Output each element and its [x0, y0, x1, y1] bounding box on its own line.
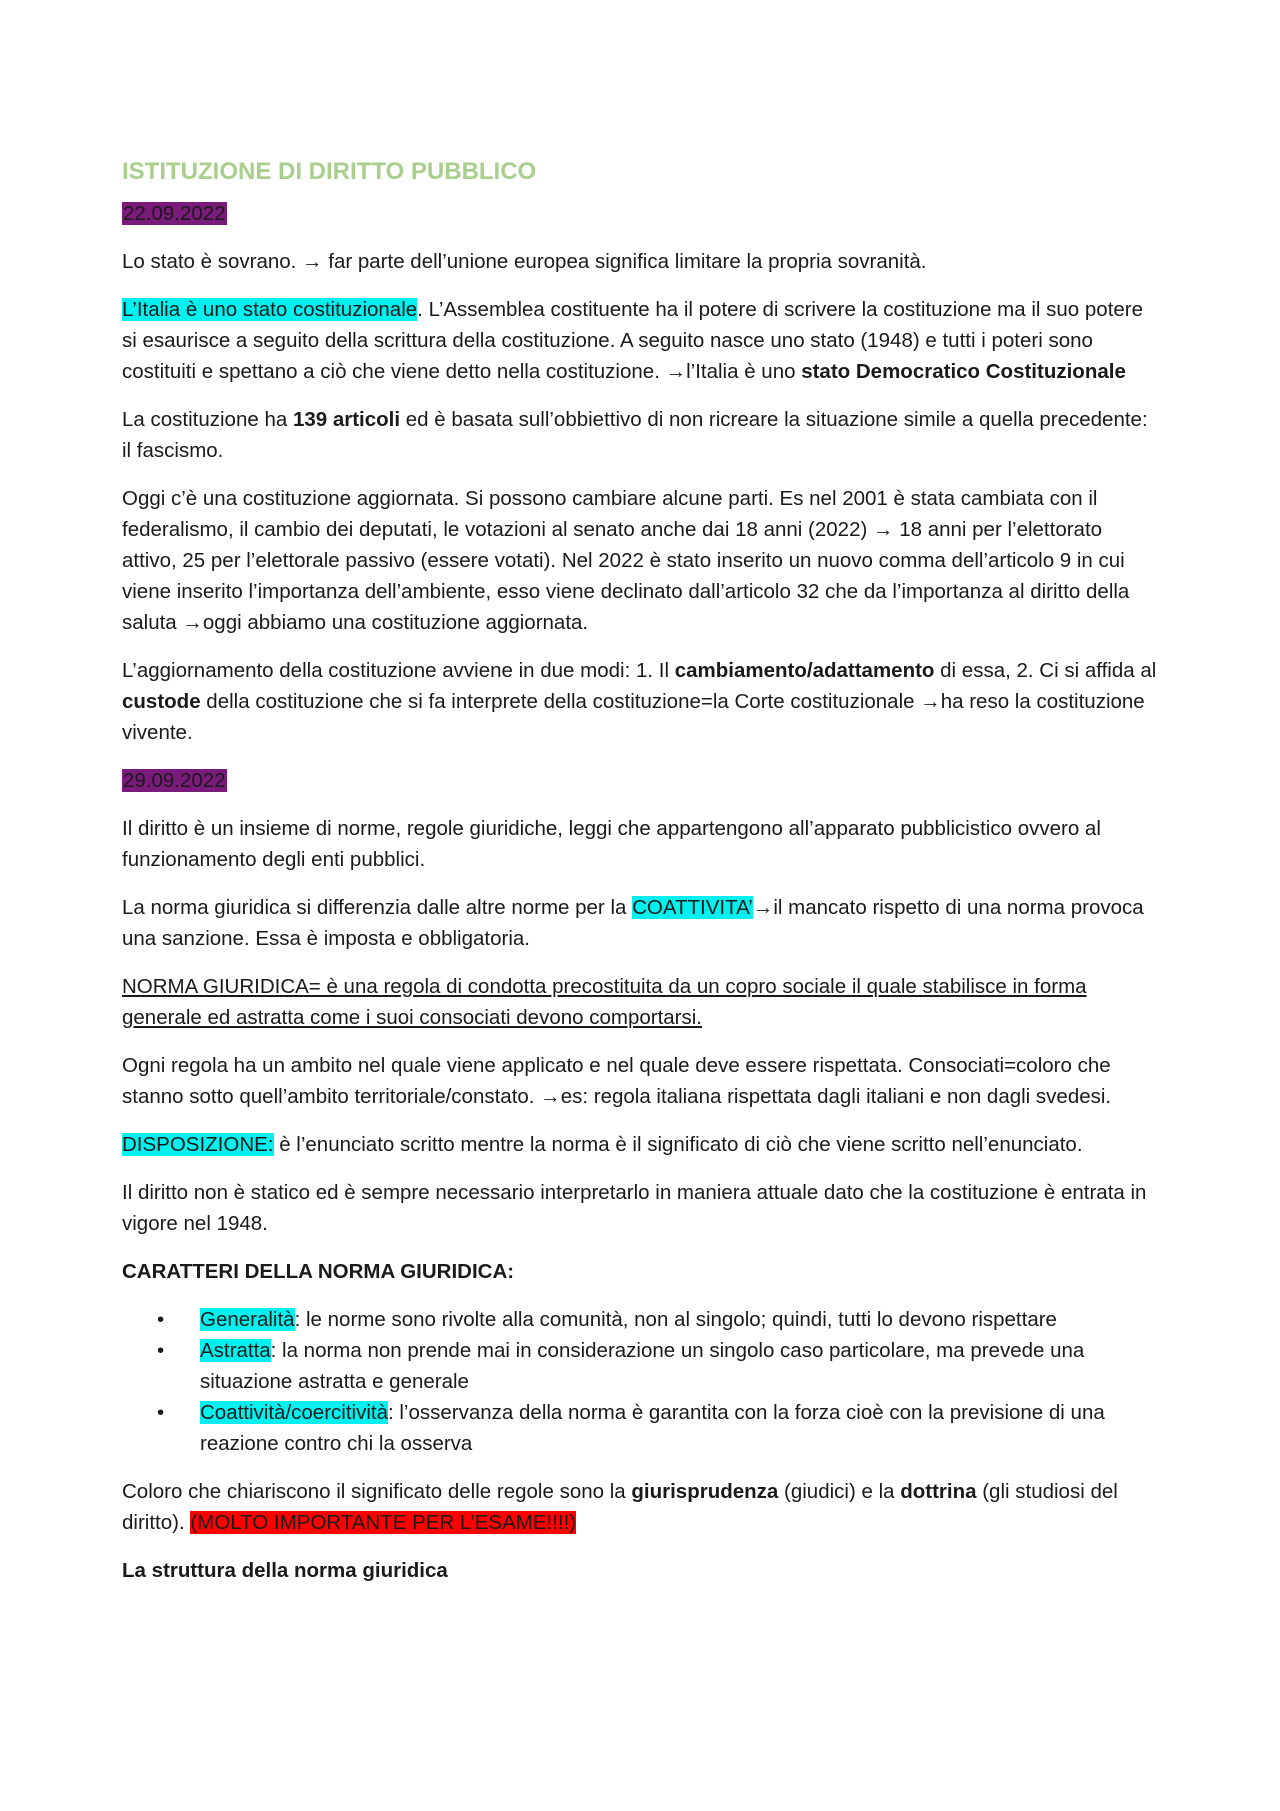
text: 18 anni per l’elettorato attivo, 25 per l’elettorale passivo (essere votati). Nel 2022 è stato inserito un nuovo comma dell’articolo 9 in cui viene inserito l’importanza dell’ambiente, esso viene declinato dall’articolo 32 che da l’importanza al diritto della saluta [122, 518, 1130, 634]
text: Coloro che chiariscono il significato delle regole sono la [122, 1480, 632, 1503]
list-item [157, 1397, 1162, 1459]
paragraph-1 [122, 246, 1162, 277]
text: . L’Assemblea costituente ha il potere di scrivere la costituzione ma il suo potere si esaurisce a seguito della scrittura della costituzione. A seguito nasce uno stato (1948) e tutti i poteri sono costituiti e spettano a ciò che viene detto nella costituzione. [122, 298, 1144, 383]
text: Oggi c’è una costituzione aggiornata. Si possono cambiare alcune parti. Es nel 2001 è stata cambiata con il federalismo, il cambio dei deputati, le votazioni al senato anche dai 18 anni (2022) [122, 487, 1098, 541]
date-paragraph-1 [122, 198, 1162, 229]
paragraph-5 [122, 655, 1162, 748]
text: L’aggiornamento della costituzione avviene in due modi: 1. Il [122, 659, 675, 682]
arrow-icon: → [920, 690, 941, 713]
document-body [122, 152, 1162, 1603]
cyan-highlight: COATTIVITA’ [632, 896, 753, 919]
arrow-icon: → [540, 1085, 561, 1108]
bold-text: dottrina [900, 1480, 977, 1503]
text: il mancato rispetto di una norma provoca una sanzione. Essa è imposta e obbligatoria. [122, 896, 1144, 950]
text: ha reso la costituzione vivente. [122, 690, 1145, 744]
date-paragraph-2 [122, 765, 1162, 796]
paragraph-4 [122, 483, 1162, 638]
text: (giudici) e la [778, 1480, 901, 1503]
text: Ogni regola ha un ambito nel quale viene applicato e nel quale deve essere rispettata. Consociati=coloro che stanno sotto quell’ambito territoriale/constato. [122, 1054, 1111, 1108]
cyan-highlight: Generalità [200, 1308, 295, 1331]
text: : le norme sono rivolte alla comunità, non al singolo; quindi, tutti lo devono rispettare [294, 1308, 1057, 1331]
paragraph-3 [122, 404, 1162, 466]
bullet-icon: • [157, 1339, 165, 1362]
bold-text: custode [122, 690, 201, 713]
date-highlight-1: 22.09.2022 [123, 202, 226, 225]
document-title: ISTITUZIONE DI DIRITTO PUBBLICO [122, 158, 537, 185]
text: l’Italia è uno [686, 360, 802, 383]
cyan-highlight: L’Italia è uno stato costituzionale [122, 298, 418, 321]
paragraph-11: Il diritto non è statico ed è sempre necessario interpretarlo in maniera attuale dato che la costituzione è entrata in vigore nel 1948. [122, 1181, 1147, 1235]
text: oggi abbiamo una costituzione aggiornata. [202, 611, 589, 634]
arrow-icon: → [873, 518, 894, 541]
text: è l’enunciato scritto mentre la norma è il significato di ciò che viene scritto nell’enunciato. [273, 1133, 1083, 1156]
arrow-icon: → [182, 611, 203, 634]
text: di essa, 2. Ci si affida al [934, 659, 1157, 682]
text: ed è basata sull’obbiettivo di non ricreare la situazione simile a quella precedente: il fascismo. [122, 408, 1148, 462]
text: La costituzione ha [122, 408, 293, 431]
paragraph-6: Il diritto è un insieme di norme, regole giuridiche, leggi che appartengono all’apparato pubblicistico ovvero al funzionamento degli enti pubblici. [122, 817, 1101, 871]
cyan-highlight: Coattività/coercitività [200, 1401, 388, 1424]
text: Lo stato è sovrano. [122, 250, 303, 273]
cyan-highlight: DISPOSIZIONE: [122, 1133, 274, 1156]
arrow-icon: → [752, 896, 774, 919]
paragraph-7 [122, 892, 1162, 954]
definition-paragraph: NORMA GIURIDICA= è una regola di condotta precostituita da un copro sociale il quale stabilisce in forma generale ed astratta come i suoi consociati devono comportarsi. [122, 975, 1087, 1029]
text: (gli studiosi del diritto). [122, 1480, 1118, 1534]
date-highlight-2: 29.09.2022 [123, 769, 226, 792]
section-heading-2: La struttura della norma giuridica [122, 1559, 448, 1582]
text: La norma giuridica si differenzia dalle altre norme per la [122, 896, 633, 919]
bold-text: 139 articoli [292, 408, 401, 431]
text: : la norma non prende mai in considerazione un singolo caso particolare, ma prevede una situazione astratta e generale [200, 1339, 1085, 1393]
paragraph-2 [122, 294, 1162, 387]
bullet-icon: • [157, 1401, 165, 1424]
bold-text: cambiamento/adattamento [674, 659, 935, 682]
paragraph-12 [122, 1476, 1162, 1538]
paragraph-10 [122, 1129, 1162, 1160]
list-item [157, 1335, 1162, 1397]
text: della costituzione che si fa interprete della costituzione=la Corte costituzionale [200, 690, 921, 713]
bold-text: stato Democratico Costituzionale [801, 360, 1126, 383]
text: : l’osservanza della norma è garantita con la forza cioè con la previsione di una reazione contro chi la osserva [200, 1401, 1105, 1455]
arrow-icon: → [665, 360, 687, 383]
section-heading-1: CARATTERI DELLA NORMA GIURIDICA: [122, 1260, 515, 1283]
text: es: regola italiana rispettata dagli italiani e non dagli svedesi. [560, 1085, 1112, 1108]
bullet-icon: • [157, 1308, 165, 1331]
bold-text: giurisprudenza [631, 1480, 779, 1503]
arrow-icon: → [302, 250, 323, 273]
bullet-list [122, 1304, 1162, 1459]
paragraph-9 [122, 1050, 1162, 1112]
red-highlight: (MOLTO IMPORTANTE PER L’ESAME!!!!) [190, 1511, 577, 1534]
cyan-highlight: Astratta [200, 1339, 271, 1362]
text: far parte dell’unione europea significa limitare la propria sovranità. [322, 250, 927, 273]
list-item [157, 1304, 1162, 1335]
